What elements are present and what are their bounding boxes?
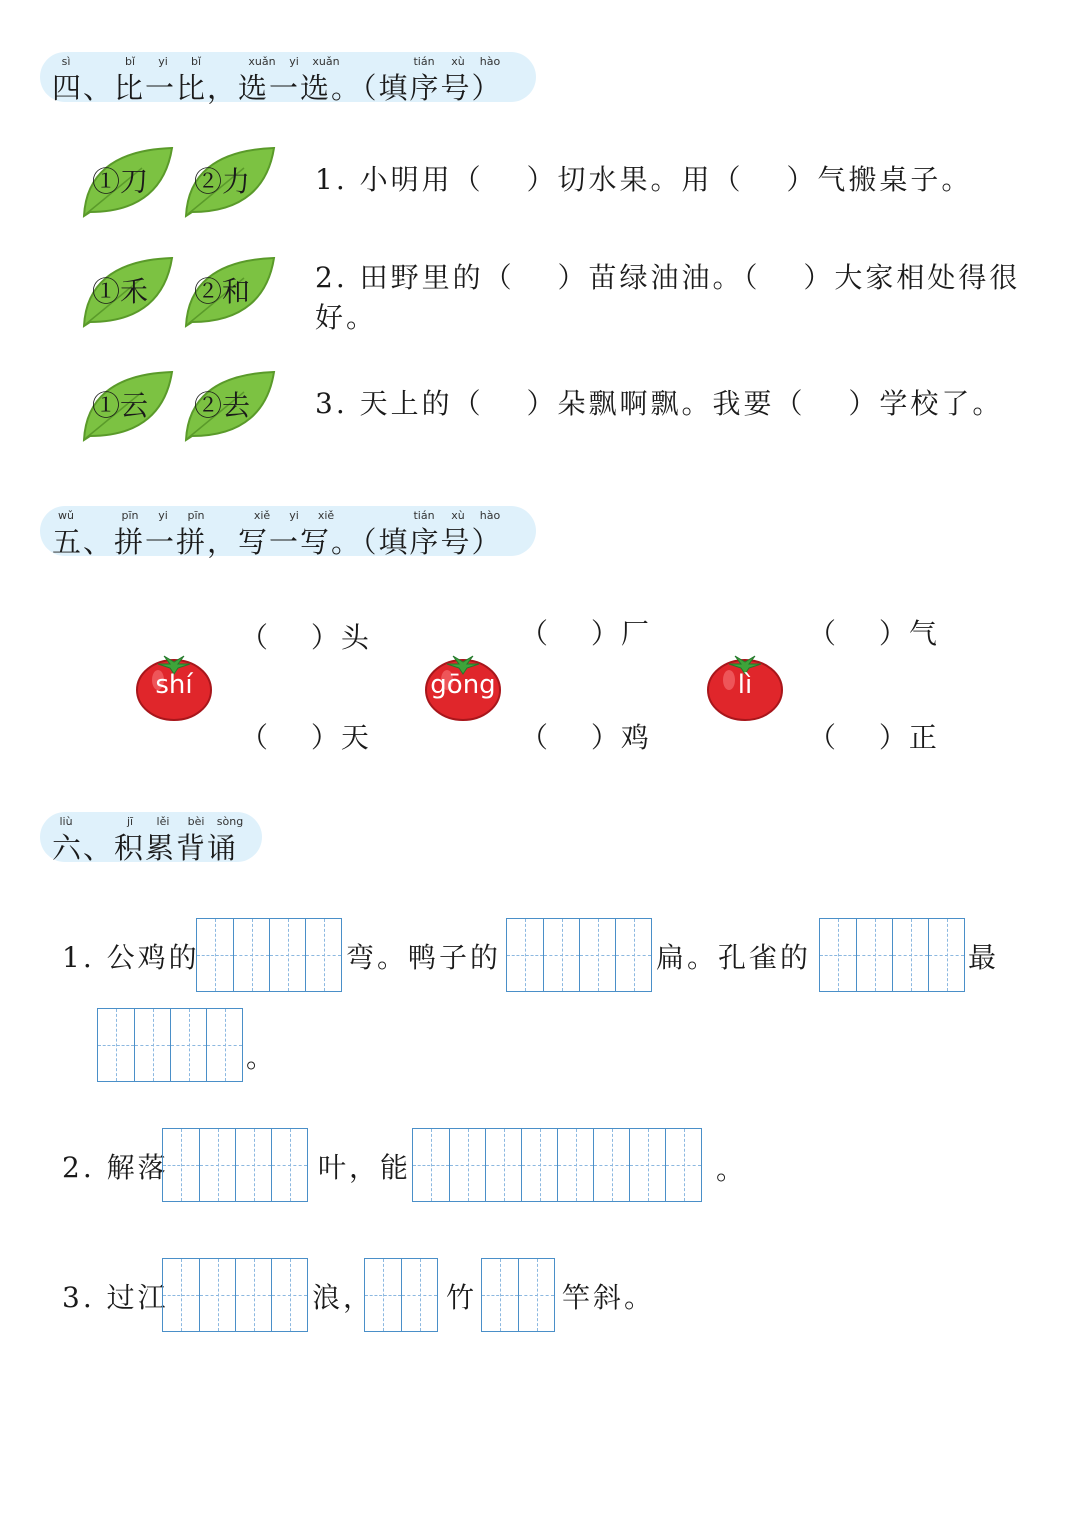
- grid-cell[interactable]: [197, 919, 233, 991]
- tian-grid-answer[interactable]: [481, 1258, 555, 1332]
- leaf-option[interactable]: [184, 256, 276, 328]
- syllable-label: lì: [737, 670, 753, 700]
- pinyin: tián: [413, 509, 435, 522]
- grid-cell[interactable]: [557, 1129, 593, 1201]
- grid-cell[interactable]: [856, 919, 892, 991]
- recite-text: 最: [968, 941, 1000, 974]
- recite-text: 扁。孔雀的: [656, 941, 812, 974]
- grid-cell[interactable]: [593, 1129, 629, 1201]
- grid-cell[interactable]: [206, 1009, 242, 1081]
- pinyin: jī: [126, 815, 134, 828]
- pinyin: bǐ: [124, 55, 136, 68]
- section-4-title: 四、比一比，选一选。（填序号）: [52, 71, 503, 105]
- tomato-syllable: [134, 650, 214, 722]
- leaf-option[interactable]: [82, 256, 174, 328]
- leaf-option[interactable]: [82, 370, 174, 442]
- grid-cell[interactable]: [365, 1259, 401, 1331]
- tian-grid-answer[interactable]: [364, 1258, 438, 1332]
- grid-cell[interactable]: [199, 1259, 235, 1331]
- leaf-label: ①云: [92, 389, 149, 422]
- syllable-label: gōng: [430, 670, 496, 700]
- section-4-header: [40, 52, 536, 105]
- pinyin: hào: [479, 55, 501, 68]
- grid-cell[interactable]: [579, 919, 615, 991]
- pinyin: pīn: [121, 509, 139, 522]
- leaf-label: ①禾: [92, 275, 149, 308]
- pinyin: liù: [59, 815, 73, 828]
- section-6-header: [40, 812, 262, 865]
- pinyin: hào: [479, 509, 501, 522]
- tian-grid-answer[interactable]: [162, 1258, 308, 1332]
- grid-cell[interactable]: [233, 919, 269, 991]
- tian-grid-answer[interactable]: [162, 1128, 308, 1202]
- grid-cell[interactable]: [235, 1129, 271, 1201]
- recite-text: 。: [716, 1153, 748, 1186]
- grid-cell[interactable]: [163, 1259, 199, 1331]
- leaf-label: ②去: [194, 389, 251, 422]
- grid-cell[interactable]: [401, 1259, 437, 1331]
- pinyin: tián: [413, 55, 435, 68]
- grid-cell[interactable]: [170, 1009, 206, 1081]
- recite-text: 3. 过江: [62, 1281, 169, 1314]
- pinyin: yi: [289, 55, 299, 68]
- grid-cell[interactable]: [507, 919, 543, 991]
- grid-cell[interactable]: [413, 1129, 449, 1201]
- grid-cell[interactable]: [134, 1009, 170, 1081]
- grid-cell[interactable]: [521, 1129, 557, 1201]
- leaf-label: ①刀: [92, 165, 149, 198]
- blank-top: （ ）厂: [520, 617, 651, 650]
- section-5-header: [40, 506, 536, 559]
- grid-cell[interactable]: [820, 919, 856, 991]
- pinyin: pīn: [187, 509, 205, 522]
- blank-bottom: （ ）天: [240, 721, 371, 754]
- pinyin: xù: [451, 509, 465, 522]
- question-text: 3. 天上的（ ）朵飘啊飘。我要（ ）学校了。: [315, 387, 1004, 420]
- pinyin: yi: [158, 55, 168, 68]
- grid-cell[interactable]: [449, 1129, 485, 1201]
- tian-grid-answer[interactable]: [819, 918, 965, 992]
- blank-bottom: （ ）正: [808, 721, 939, 754]
- tian-grid-answer[interactable]: [196, 918, 342, 992]
- tian-grid-answer[interactable]: [97, 1008, 243, 1082]
- tomato-syllable: [423, 650, 503, 722]
- blank-top: （ ）头: [240, 621, 371, 654]
- recite-text: 浪，: [312, 1281, 375, 1314]
- pinyin: sì: [61, 55, 71, 68]
- pinyin: lěi: [156, 815, 170, 828]
- recite-text: 叶，能: [318, 1151, 412, 1184]
- blank-bottom: （ ）鸡: [520, 721, 651, 754]
- grid-cell[interactable]: [98, 1009, 134, 1081]
- grid-cell[interactable]: [163, 1129, 199, 1201]
- grid-cell[interactable]: [199, 1129, 235, 1201]
- grid-cell[interactable]: [543, 919, 579, 991]
- tian-grid-answer[interactable]: [506, 918, 652, 992]
- tian-grid-answer[interactable]: [412, 1128, 702, 1202]
- pinyin: xuǎn: [312, 55, 340, 68]
- pinyin: xù: [451, 55, 465, 68]
- question-text: 1. 小明用（ ）切水果。用（ ）气搬桌子。: [315, 163, 973, 196]
- recite-text: 2. 解落: [62, 1151, 169, 1184]
- pinyin: bǐ: [190, 55, 202, 68]
- grid-cell[interactable]: [629, 1129, 665, 1201]
- recite-text: 竹: [446, 1281, 478, 1314]
- grid-cell[interactable]: [482, 1259, 518, 1331]
- leaf-option[interactable]: [184, 146, 276, 218]
- grid-cell[interactable]: [665, 1129, 701, 1201]
- section-6-title: 六、积累背诵: [52, 831, 239, 865]
- grid-cell[interactable]: [305, 919, 341, 991]
- grid-cell[interactable]: [892, 919, 928, 991]
- grid-cell[interactable]: [928, 919, 964, 991]
- pinyin: wǔ: [58, 509, 74, 522]
- pinyin: xiě: [317, 509, 335, 522]
- recite-text: 弯。鸭子的: [346, 941, 502, 974]
- section-5-title: 五、拼一拼，写一写。（填序号）: [52, 525, 503, 559]
- pinyin: yi: [289, 509, 299, 522]
- pinyin: bèi: [187, 815, 205, 828]
- recite-text: 1. 公鸡的: [62, 941, 200, 974]
- leaf-label: ②力: [194, 165, 251, 198]
- recite-text: 。: [246, 1041, 278, 1074]
- grid-cell[interactable]: [271, 1259, 307, 1331]
- grid-cell[interactable]: [518, 1259, 554, 1331]
- leaf-option[interactable]: [82, 146, 174, 218]
- pinyin: sòng: [216, 815, 244, 828]
- pinyin: yi: [158, 509, 168, 522]
- grid-cell[interactable]: [615, 919, 651, 991]
- grid-cell[interactable]: [269, 919, 305, 991]
- grid-cell[interactable]: [235, 1259, 271, 1331]
- tomato-syllable: [705, 650, 785, 722]
- blank-top: （ ）气: [808, 617, 939, 650]
- grid-cell[interactable]: [485, 1129, 521, 1201]
- pinyin: xuǎn: [248, 55, 276, 68]
- syllable-label: shí: [155, 670, 193, 700]
- recite-text: 竿斜。: [562, 1281, 656, 1314]
- leaf-label: ②和: [194, 275, 251, 308]
- leaf-option[interactable]: [184, 370, 276, 442]
- grid-cell[interactable]: [271, 1129, 307, 1201]
- question-text: 2. 田野里的（ ）苗绿油油。（ ）大家相处得很好。: [315, 261, 1021, 334]
- pinyin: xiě: [253, 509, 271, 522]
